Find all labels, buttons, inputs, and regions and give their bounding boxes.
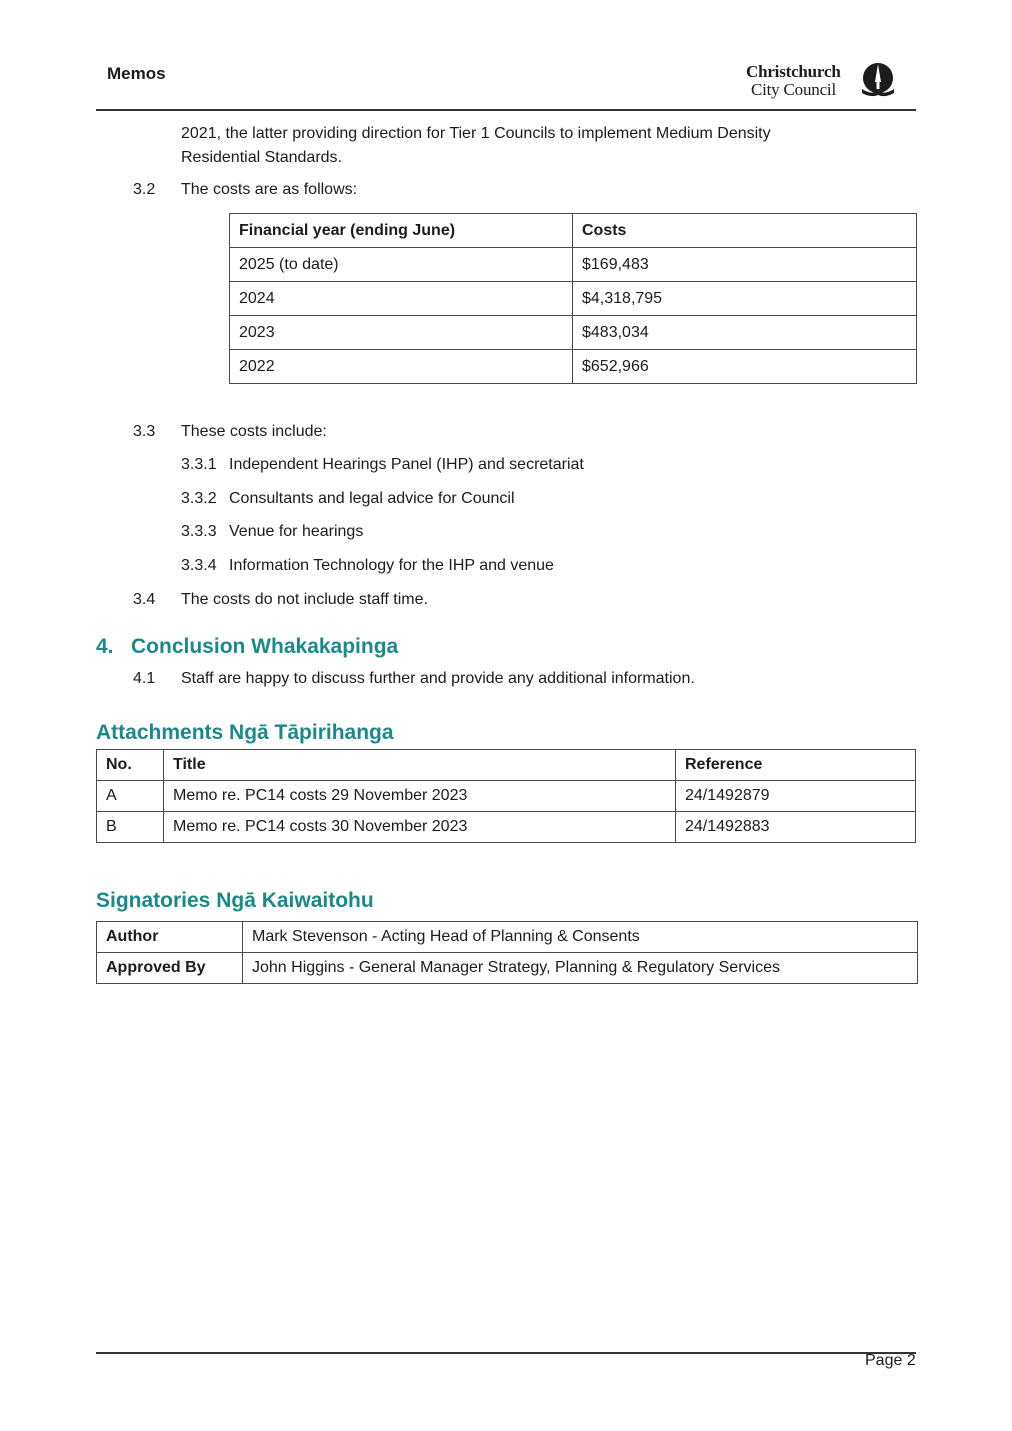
subitem-text: Information Technology for the IHP and venue (229, 557, 554, 574)
attachments-table (96, 749, 916, 843)
signatory-name-cell: John Higgins - General Manager Strategy, Planning & Regulatory Services (243, 953, 918, 984)
attachment-reference-cell: 24/1492879 (676, 781, 916, 812)
costs-year-cell: 2023 (230, 316, 573, 350)
attachments-header-reference: Reference (676, 750, 916, 781)
header-section-title: Memos (107, 64, 166, 83)
attachments-table-header (97, 750, 916, 781)
item-3-3-number: 3.3 (133, 423, 156, 440)
subitem-number: 3.3.2 (181, 490, 217, 507)
costs-header-costs: Costs (573, 214, 917, 248)
conclusion-heading: 4. Conclusion Whakakapinga (96, 635, 399, 658)
attachment-no-cell: A (97, 781, 164, 812)
attachment-title-cell: Memo re. PC14 costs 30 November 2023 (164, 812, 676, 843)
item-3-2-number: 3.2 (133, 181, 156, 198)
item-3-3-text: These costs include: (181, 423, 327, 440)
cathedral-icon (859, 62, 897, 98)
table-row (230, 316, 917, 350)
item-3-4-text: The costs do not include staff time. (181, 591, 428, 608)
costs-year-cell: 2025 (to date) (230, 248, 573, 282)
signatory-role-cell: Approved By (97, 953, 243, 984)
costs-amount-cell: $483,034 (573, 316, 917, 350)
table-row (230, 248, 917, 282)
subitem-text: Consultants and legal advice for Council (229, 490, 515, 507)
costs-header-year: Financial year (ending June) (230, 214, 573, 248)
table-row (97, 953, 918, 984)
page-number: Page 2 (865, 1352, 916, 1369)
attachments-heading: Attachments Ngā Tāpirihanga (96, 721, 394, 744)
intro-line-1: 2021, the latter providing direction for Tier 1 Councils to implement Medium Density (181, 125, 771, 142)
costs-year-cell: 2022 (230, 350, 573, 384)
subitem-number: 3.3.4 (181, 557, 217, 574)
table-row (230, 282, 917, 316)
table-row (97, 922, 918, 953)
logo-text-line2: City Council (751, 80, 836, 99)
signatories-heading: Signatories Ngā Kaiwaitohu (96, 889, 374, 912)
attachments-header-title: Title (164, 750, 676, 781)
item-4-1-text: Staff are happy to discuss further and provide any additional information. (181, 670, 695, 687)
signatory-role-cell: Author (97, 922, 243, 953)
header-rule (96, 109, 916, 111)
costs-year-cell: 2024 (230, 282, 573, 316)
costs-table (229, 213, 917, 384)
subitem-number: 3.3.1 (181, 456, 217, 473)
subitem-number: 3.3.3 (181, 523, 217, 540)
council-logo (746, 62, 898, 102)
table-row (97, 781, 916, 812)
costs-amount-cell: $652,966 (573, 350, 917, 384)
intro-line-2: Residential Standards. (181, 149, 342, 166)
table-row (230, 350, 917, 384)
attachment-reference-cell: 24/1492883 (676, 812, 916, 843)
costs-amount-cell: $169,483 (573, 248, 917, 282)
signatories-table (96, 921, 918, 984)
logo-text-line1: Christchurch (746, 62, 841, 81)
attachments-header-no: No. (97, 750, 164, 781)
attachment-title-cell: Memo re. PC14 costs 29 November 2023 (164, 781, 676, 812)
item-3-2-text: The costs are as follows: (181, 181, 358, 198)
attachment-no-cell: B (97, 812, 164, 843)
table-row (97, 812, 916, 843)
subitem-text: Venue for hearings (229, 523, 364, 540)
costs-table-header (230, 214, 917, 248)
footer-rule (96, 1352, 916, 1354)
intro-paragraph (181, 122, 881, 170)
subitem-text: Independent Hearings Panel (IHP) and secretariat (229, 456, 584, 473)
costs-amount-cell: $4,318,795 (573, 282, 917, 316)
signatory-name-cell: Mark Stevenson - Acting Head of Planning & Consents (243, 922, 918, 953)
item-3-4-number: 3.4 (133, 591, 156, 608)
item-4-1-number: 4.1 (133, 670, 156, 687)
